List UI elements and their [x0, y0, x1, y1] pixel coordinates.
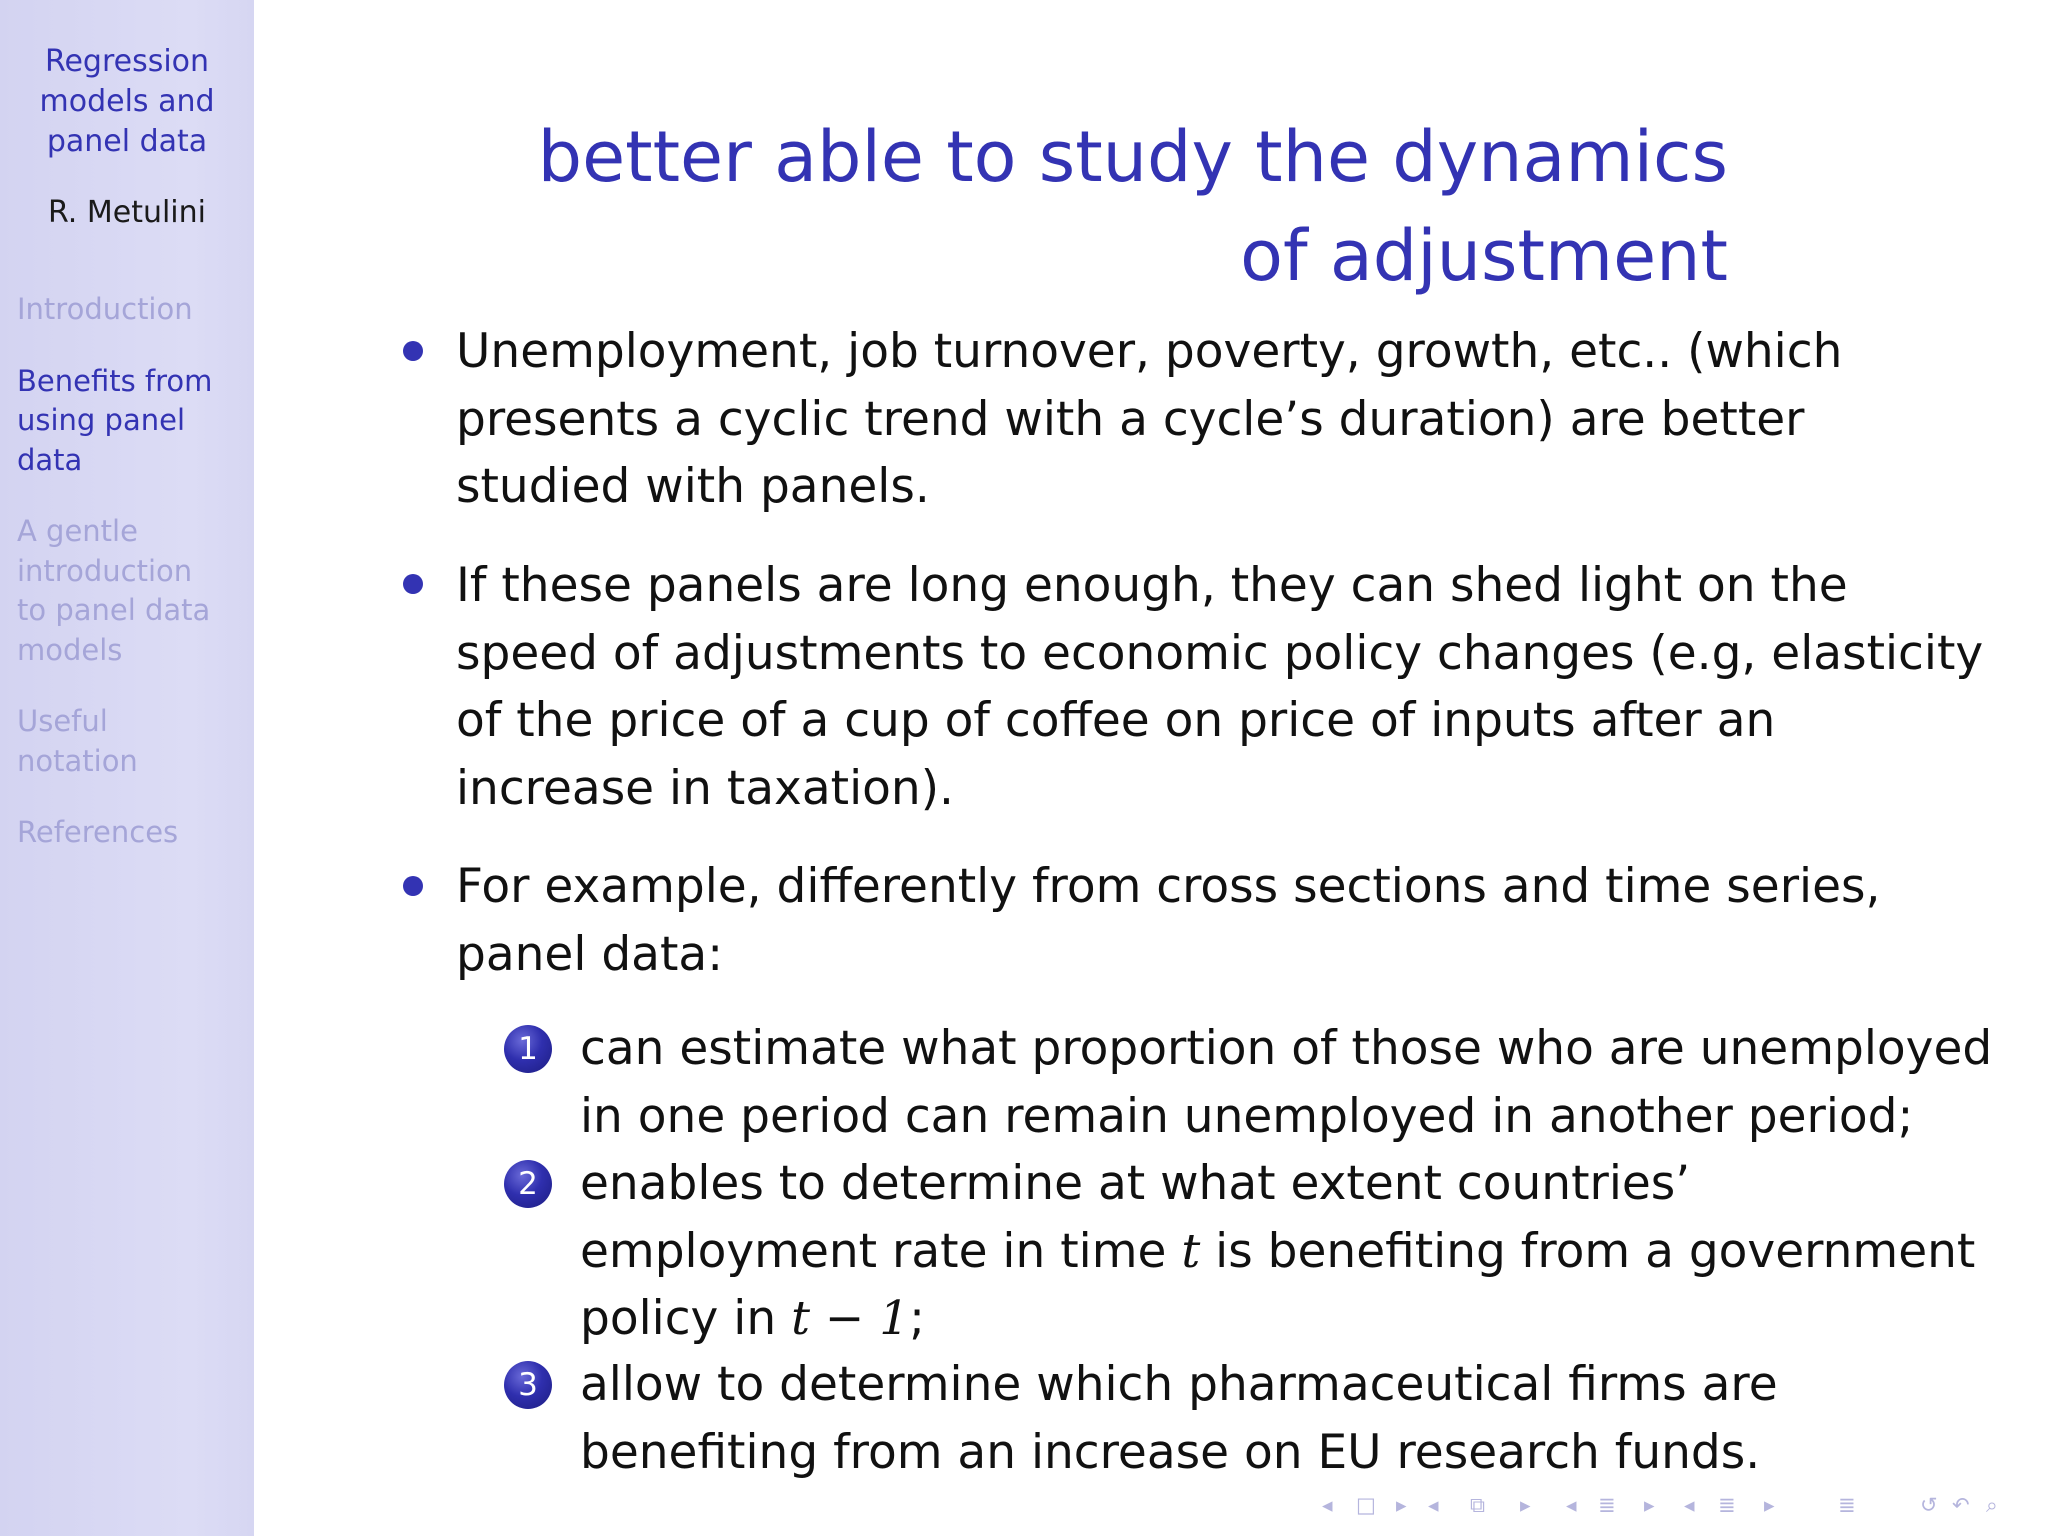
next-slide-icon[interactable]: ▸ [1396, 1493, 1407, 1517]
prev-frame-icon[interactable]: ◂ [1428, 1493, 1439, 1517]
enumeration-line [580, 1285, 1975, 1353]
enumeration-number: 1 [504, 1025, 552, 1073]
document-icon[interactable]: ≣ [1838, 1493, 1856, 1517]
bullet-line: speed of adjustments to economic policy changes (e.g, elasticity [456, 625, 1984, 681]
nav-item-label: data [17, 442, 83, 477]
nav-item-label: introduction [17, 553, 193, 588]
enumeration-item [580, 1150, 1975, 1353]
enumeration-number: 2 [504, 1160, 552, 1208]
bullet-item [456, 552, 1983, 822]
slide-title-line: of adjustment [1240, 215, 1728, 297]
presentation-title-line: models and [39, 84, 215, 119]
nav-item-label: notation [17, 743, 138, 778]
enumeration-line: can estimate what proportion of those who are unemployed [580, 1021, 1993, 1076]
enumeration-line: allow to determine which pharmaceutical firms are [580, 1357, 1778, 1412]
nav-item-label: A gentle [17, 514, 138, 548]
slide-title-line: better able to study the dynamics [537, 116, 1728, 198]
math-expression: t − 1 [791, 1291, 910, 1346]
next-frame-icon[interactable]: ▸ [1520, 1493, 1531, 1517]
nav-item-label: References [17, 815, 179, 849]
nav-item-label: Benefits from [17, 363, 213, 398]
prev-section-icon[interactable]: ◂ [1684, 1493, 1695, 1517]
enumeration-item [580, 1015, 1992, 1150]
section-icon[interactable]: ≣ [1718, 1493, 1736, 1517]
bullet-line: If these panels are long enough, they can shed light on the [456, 558, 1848, 613]
enumeration-line: in one period can remain unemployed in another period; [580, 1088, 1914, 1144]
bullet-dot [403, 341, 423, 361]
slide-icon[interactable]: □ [1356, 1493, 1376, 1517]
bullet-line: presents a cyclic trend with a cycle’s duration) are better [456, 391, 1805, 447]
enumeration-text: policy in [580, 1291, 792, 1346]
subsection-icon[interactable]: ≣ [1598, 1493, 1616, 1517]
next-section-icon[interactable]: ▸ [1764, 1493, 1775, 1517]
enumeration-text: employment rate in time [580, 1223, 1182, 1279]
enumeration-line: enables to determine at what extent countries’ [580, 1156, 1691, 1211]
search-icon[interactable]: ⌕ [1986, 1493, 1998, 1517]
enumeration-number: 3 [504, 1361, 552, 1409]
bullet-dot [403, 876, 423, 896]
presentation-title-line: Regression [44, 44, 210, 79]
prev-slide-icon[interactable]: ◂ [1322, 1493, 1333, 1517]
bullet-line: Unemployment, job turnover, poverty, growth, etc.. (which [456, 324, 1843, 379]
bullet-line: panel data: [456, 926, 724, 982]
bullet-item [456, 853, 1880, 988]
back-icon[interactable]: ↺ [1920, 1493, 1938, 1517]
nav-item-label: models [17, 632, 123, 667]
next-subsection-icon[interactable]: ▸ [1644, 1493, 1655, 1517]
math-variable-t: t [1181, 1223, 1201, 1279]
enumeration-line: benefiting from an increase on EU research funds. [580, 1424, 1761, 1480]
author-name[interactable]: R. Metulini [48, 195, 206, 230]
enumeration-item [580, 1351, 1778, 1486]
nav-item-label: to panel data [17, 593, 211, 627]
nav-item-label: Introduction [17, 292, 193, 326]
enumeration-line [580, 1218, 1975, 1286]
frame-icon[interactable]: ⧉ [1470, 1493, 1485, 1517]
nav-item-label: using panel [17, 403, 186, 437]
prev-subsection-icon[interactable]: ◂ [1566, 1493, 1577, 1517]
bullet-dot [403, 574, 423, 594]
bullet-line: of the price of a cup of coffee on price of inputs after an [456, 693, 1776, 748]
enumeration-text: is benefiting from a government [1200, 1223, 1976, 1279]
bullet-item [456, 318, 1842, 521]
enumeration-text: ; [909, 1291, 925, 1346]
nav-item-label: Useful [17, 704, 108, 738]
bullet-line: studied with panels. [456, 459, 930, 514]
bullet-line: For example, differently from cross sections and time series, [456, 859, 1881, 914]
bullet-line: increase in taxation). [456, 760, 954, 816]
presentation-title-line: panel data [46, 124, 208, 159]
undo-icon[interactable]: ↶ [1952, 1493, 1970, 1517]
